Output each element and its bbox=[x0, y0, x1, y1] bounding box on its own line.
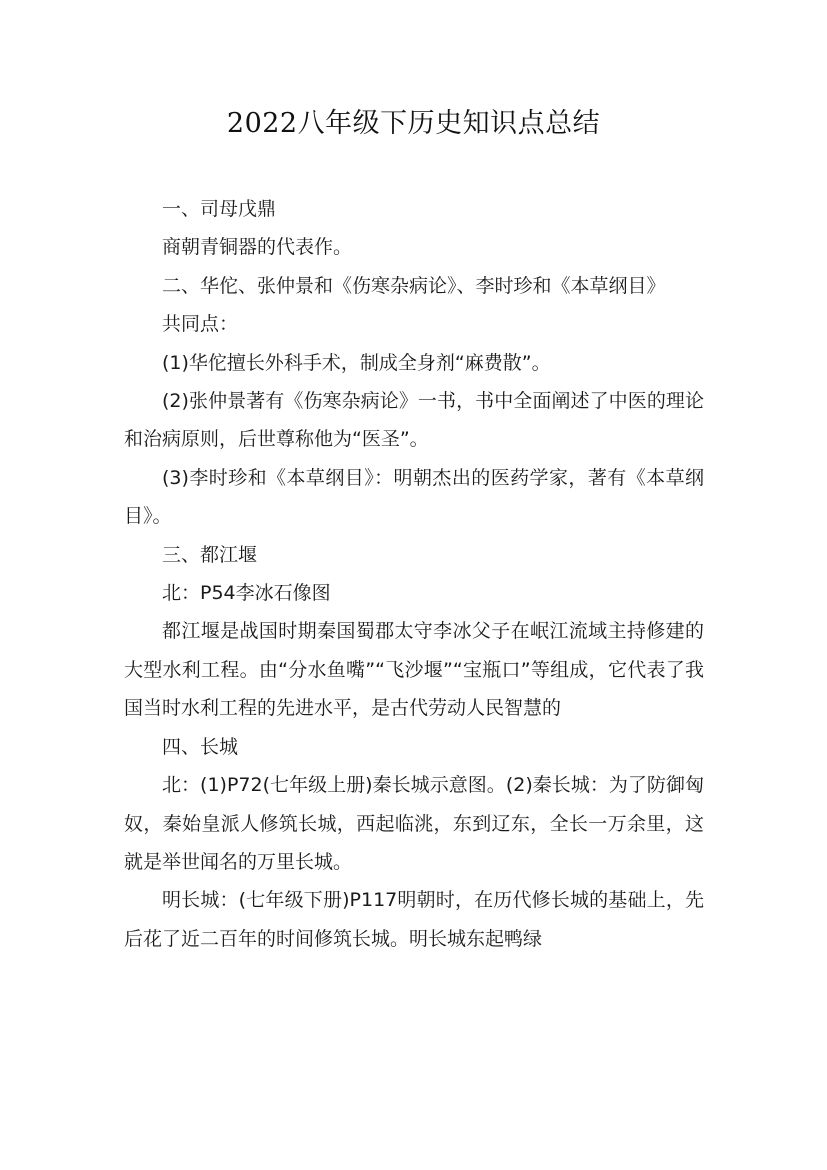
section-heading-2: 二、华佗、张仲景和《伤寒杂病论》、李时珍和《本草纲目》 bbox=[162, 274, 666, 297]
document-body bbox=[124, 190, 704, 958]
list-item: (2)张仲景著有《伤寒杂病论》一书，书中全面阐述了中医的理论和治病原则，后世尊称他为“医圣”。 bbox=[124, 390, 704, 451]
section-heading-3: 三、都江堰 bbox=[162, 543, 258, 566]
paragraph: 共同点： bbox=[162, 313, 239, 336]
paragraph: 北：P54李冰石像图 bbox=[162, 582, 331, 605]
section-heading-4: 四、长城 bbox=[162, 735, 239, 758]
section-heading-1: 一、司母戊鼎 bbox=[162, 198, 277, 220]
paragraph: 商朝青铜器的代表作。 bbox=[162, 236, 353, 259]
paragraph: 都江堰是战国时期秦国蜀郡太守李冰父子在岷江流域主持修建的大型水利工程。由“分水鱼嘴”“飞沙堰”“宝瓶口”等组成，它代表了我国当时水利工程的先进水平，是古代劳动人民智慧的 bbox=[124, 620, 704, 720]
paragraph: 北：(1)P72(七年级上册)秦长城示意图。(2)秦长城：为了防御匈奴，秦始皇派人修筑长城，西起临洮，东到辽东，全长一万余里，这就是举世闻名的万里长城。 bbox=[124, 774, 704, 873]
paragraph: 明长城：(七年级下册)P117明朝时，在历代修长城的基础上，先后花了近二百年的时间修筑长城。明长城东起鸭绿 bbox=[124, 889, 704, 950]
list-item: (1)华佗擅长外科手术，制成全身剂“麻费散”。 bbox=[162, 351, 551, 374]
list-item: (3)李时珍和《本草纲目》：明朝杰出的医药学家，著有《本草纲目》。 bbox=[124, 466, 704, 528]
document-title: 2022八年级下历史知识点总结 bbox=[226, 108, 601, 139]
